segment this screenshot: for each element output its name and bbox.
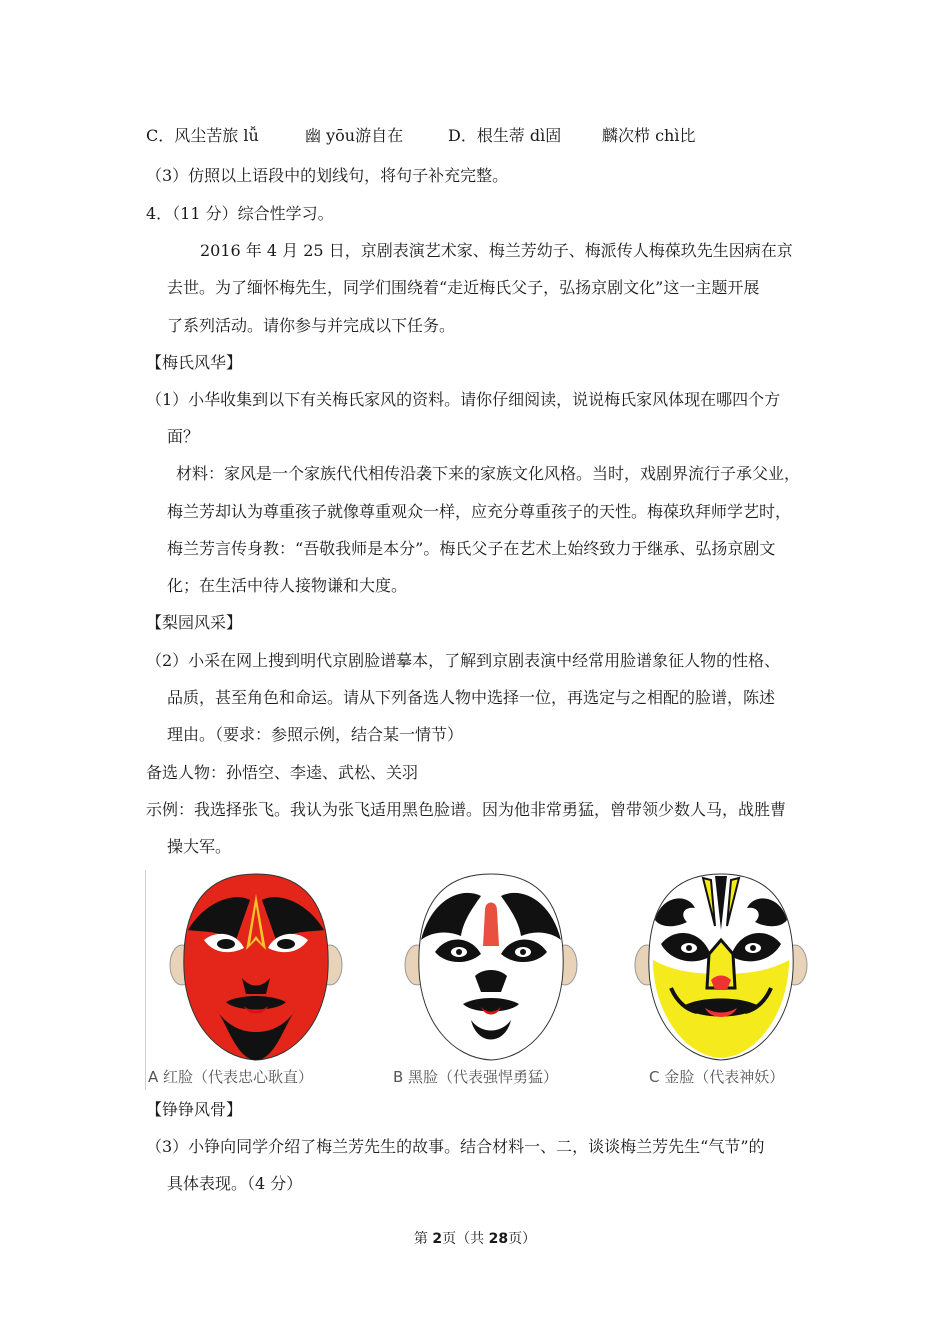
option-c-item2: 幽 yōu游自在 bbox=[305, 126, 404, 145]
material-line-2: 梅兰芳却认为尊重孩子就像尊重观众一样，应充分尊重孩子的天性。梅葆玖拜师学艺时， bbox=[167, 502, 792, 521]
intro-line-2: 去世。为了缅怀梅先生，同学们围绕着“走近梅氏父子，弘扬京剧文化”这一主题开展 bbox=[167, 278, 760, 297]
q4-title: 4．（11 分）综合性学习。 bbox=[146, 204, 334, 223]
intro-line-3: 了系列活动。请你参与并完成以下任务。 bbox=[167, 316, 456, 335]
section-heading-zhengzheng: 【铮铮风骨】 bbox=[146, 1100, 243, 1119]
example-line-1: 示例：我选择张飞。我认为张飞适用黑色脸谱。因为他非常勇猛，曾带领少数人马，战胜曹 bbox=[146, 800, 787, 819]
intro-line-1: 2016 年 4 月 25 日，京剧表演艺术家、梅兰芳幼子、梅派传人梅葆玖先生因病在京 bbox=[200, 241, 793, 260]
caption-c: C 金脸（代表神妖） bbox=[649, 1068, 785, 1086]
material-line-4: 化；在生活中待人接物谦和大度。 bbox=[167, 576, 408, 595]
red-mask-image bbox=[148, 870, 346, 1086]
example-line-2: 操大军。 bbox=[167, 837, 232, 856]
q2-line-3: 理由。（要求：参照示例，结合某一情节） bbox=[167, 725, 464, 744]
q1-line-2: 面？ bbox=[167, 427, 200, 446]
page-footer bbox=[0, 1228, 950, 1248]
q1-line-1: （1）小华收集到以下有关梅氏家风的资料。请你仔细阅读，说说梅氏家风体现在哪四个方 bbox=[146, 390, 781, 409]
option-d-item2: 麟次栉 chì比 bbox=[602, 126, 696, 145]
gold-mask-image bbox=[631, 870, 811, 1086]
option-c-item1: C．风尘苦旅 lǚ bbox=[146, 126, 259, 145]
material-line-1: 材料：家风是一个家族代代相传沿袭下来的家族文化风格。当时，戏剧界流行子承父业， bbox=[176, 464, 801, 483]
footer-post: 页） bbox=[508, 1231, 537, 1247]
footer-page-number: 2 bbox=[432, 1231, 443, 1247]
q2-line-2: 品质，甚至角色和命运。请从下列备选人物中选择一位，再选定与之相配的脸谱，陈述 bbox=[167, 688, 776, 707]
q3b-line-1: （3）小铮向同学介绍了梅兰芳先生的故事。结合材料一、二，谈谈梅兰芳先生“气节”的 bbox=[146, 1137, 765, 1156]
section-heading-liyuan: 【梨园风采】 bbox=[146, 613, 243, 632]
q2-line-1: （2）小采在网上搜到明代京剧脸谱摹本，了解到京剧表演中经常用脸谱象征人物的性格、 bbox=[146, 651, 781, 670]
black-mask-image bbox=[393, 870, 581, 1086]
q3-instruction: （3）仿照以上语段中的划线句，将句子补充完整。 bbox=[146, 166, 509, 185]
q3b-line-2: 具体表现。（4 分） bbox=[167, 1174, 303, 1193]
material-line-3: 梅兰芳言传身教：“吾敬我师是本分”。梅氏父子在艺术上始终致力于继承、弘扬京剧文 bbox=[167, 539, 776, 558]
candidates-line: 备选人物：孙悟空、李逵、武松、关羽 bbox=[146, 763, 419, 782]
footer-pre: 第 bbox=[413, 1231, 433, 1247]
option-d-item1: D．根生蒂 dì固 bbox=[448, 126, 562, 145]
section-heading-meishi: 【梅氏风华】 bbox=[146, 353, 243, 372]
caption-b: B 黑脸（代表强悍勇猛） bbox=[393, 1068, 559, 1086]
footer-mid: 页（共 bbox=[442, 1231, 489, 1247]
footer-total-pages: 28 bbox=[488, 1231, 509, 1247]
caption-a: A 红脸（代表忠心耿直） bbox=[148, 1068, 314, 1086]
opera-masks-figure bbox=[145, 870, 826, 1090]
